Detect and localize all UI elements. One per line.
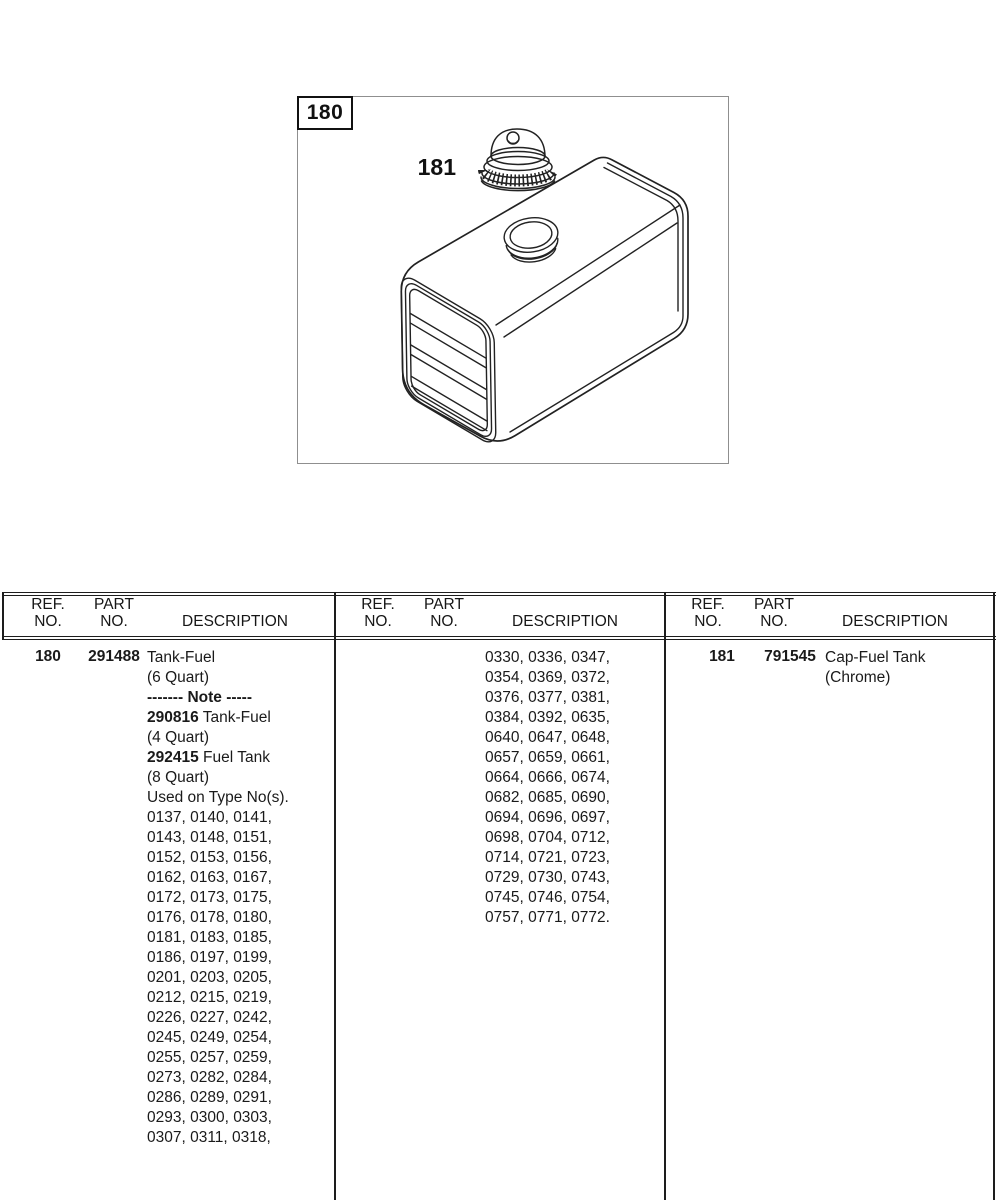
part-header-line1: PART (754, 596, 794, 613)
description-line: 0745, 0746, 0754, (485, 889, 610, 906)
description-line: 0330, 0336, 0347, (485, 649, 610, 666)
description-line: 0212, 0215, 0219, (147, 989, 272, 1006)
table-column-group-1 (5, 592, 335, 1200)
description-line: 0698, 0704, 0712, (485, 829, 610, 846)
description-line: 0714, 0721, 0723, (485, 849, 610, 866)
description-line: 0657, 0659, 0661, (485, 749, 610, 766)
part-number: 291488 (88, 648, 140, 665)
description-line: 0172, 0173, 0175, (147, 889, 272, 906)
description-line: Tank-Fuel (147, 649, 216, 666)
description-line: 290816 Tank-Fuel (147, 709, 271, 726)
description-line: 292415 Fuel Tank (147, 749, 270, 766)
description-line: 0307, 0311, 0318, (147, 1129, 271, 1146)
description-line: (8 Quart) (147, 769, 210, 786)
description-header: DESCRIPTION (182, 612, 288, 630)
ref-no-header (677, 597, 739, 630)
description-line: 0286, 0289, 0291, (147, 1089, 272, 1106)
description-line: 0245, 0249, 0254, (147, 1029, 272, 1046)
description-lines (825, 648, 1000, 688)
description-line: 0640, 0647, 0648, (485, 729, 610, 746)
description-line: 0273, 0282, 0284, (147, 1069, 272, 1086)
description-line: 0664, 0666, 0674, (485, 769, 610, 786)
description-line: ------- Note ----- (147, 689, 252, 706)
description-line: 0293, 0300, 0303, (147, 1109, 272, 1126)
description-line: 0682, 0685, 0690, (485, 789, 610, 806)
fuel-tank-drawing (401, 157, 688, 448)
part-header-line1: PART (94, 596, 134, 613)
description-line: 0181, 0183, 0185, (147, 929, 272, 946)
ref-header-line2: NO. (34, 612, 62, 630)
description-line: 0137, 0140, 0141, (147, 809, 272, 826)
part-header-line1: PART (424, 596, 464, 613)
description-line: 0376, 0377, 0381, (485, 689, 610, 706)
ref-header-line2: NO. (364, 612, 392, 630)
description-header: DESCRIPTION (512, 612, 618, 630)
description-line: (4 Quart) (147, 729, 210, 746)
figure-ref-box: 180 (297, 96, 353, 130)
table-column-group-2 (335, 592, 665, 1200)
ref-header-line1: REF. (691, 596, 725, 613)
cap-callout-label: 181 (417, 154, 456, 180)
ref-number: 181 (709, 648, 735, 665)
description-lines (147, 648, 333, 1148)
ref-no-header (17, 597, 79, 630)
description-line: 0354, 0369, 0372, (485, 669, 610, 686)
table-left-border (2, 592, 4, 640)
ref-no-header (347, 597, 409, 630)
description-line: 0143, 0148, 0151, (147, 829, 272, 846)
description-line: 0694, 0696, 0697, (485, 809, 610, 826)
description-line: (Chrome) (825, 669, 891, 686)
description-header: DESCRIPTION (842, 612, 948, 630)
description-line: Cap-Fuel Tank (825, 649, 926, 666)
ref-header-line1: REF. (361, 596, 395, 613)
description-line: 0162, 0163, 0167, (147, 869, 272, 886)
part-header-line2: NO. (760, 612, 788, 630)
part-header-line2: NO. (430, 612, 458, 630)
description-line: 0226, 0227, 0242, (147, 1009, 272, 1026)
description-line: 0729, 0730, 0743, (485, 869, 610, 886)
description-line: 0255, 0257, 0259, (147, 1049, 272, 1066)
description-line: 0152, 0153, 0156, (147, 849, 272, 866)
description-line: 0186, 0197, 0199, (147, 949, 272, 966)
diagram-frame (297, 96, 729, 464)
description-line: (6 Quart) (147, 669, 210, 686)
ref-number: 180 (35, 648, 61, 665)
part-header-line2: NO. (100, 612, 128, 630)
description-line: 0176, 0178, 0180, (147, 909, 272, 926)
description-line: 0757, 0771, 0772. (485, 909, 610, 926)
fuel-tank-illustration (298, 97, 728, 463)
description-lines (485, 648, 671, 928)
ref-header-line2: NO. (694, 612, 722, 630)
fuel-cap-drawing (481, 129, 555, 191)
part-number: 791545 (764, 648, 816, 665)
table-column-group-3 (665, 592, 995, 1200)
description-line: 0384, 0392, 0635, (485, 709, 610, 726)
description-line: Used on Type No(s). (147, 789, 289, 806)
description-line: 0201, 0203, 0205, (147, 969, 272, 986)
ref-header-line1: REF. (31, 596, 65, 613)
